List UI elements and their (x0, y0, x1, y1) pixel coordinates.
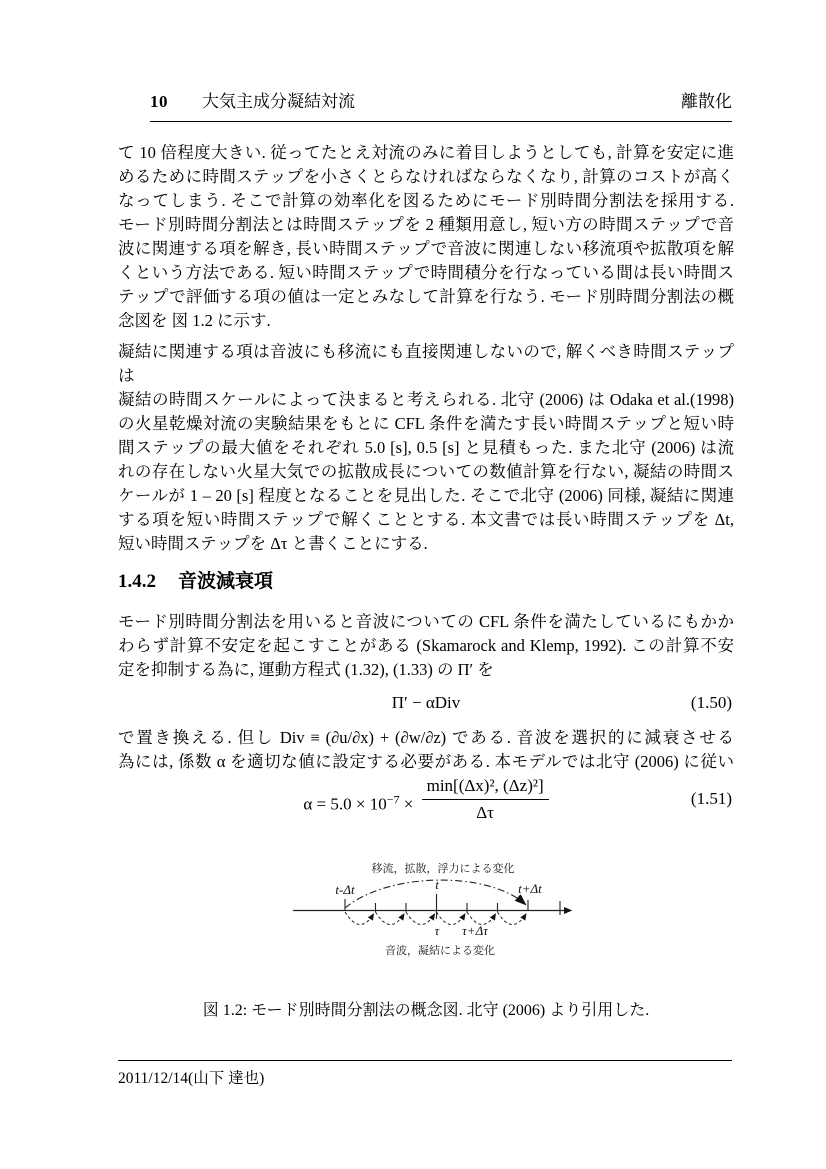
label-t-minus-dt: t-Δt (335, 882, 355, 897)
header-left (150, 87, 355, 112)
label-tau-plus-dtau: τ+Δτ (462, 923, 488, 938)
text-line: ケールが 1 – 20 [s] 程度となることを見出した. そこで北守 (2006) 同様, 凝結に関連 (118, 486, 734, 505)
label-tau: τ (434, 923, 440, 938)
equation-1-50-body: Π′ − αDiv (391, 693, 461, 712)
figure-bottom-label: 音波，凝結による変化 (385, 945, 495, 957)
equation-1-51-body (303, 776, 548, 823)
text-line: 為には, 係数 α を適切な値に設定する必要がある. 本モデルでは北守 (2006) に従い (118, 752, 734, 771)
text-line: 凝結に関連する項は音波にも移流にも直接関連しないので, 解くべき時間ステップは (118, 342, 734, 385)
equation-1-51-number: (1.51) (690, 789, 732, 808)
footer-rule (118, 1060, 732, 1061)
equation-1-51-fraction (422, 776, 549, 823)
text-line: 間ステップの最大値をそれぞれ 5.0 [s], 0.5 [s] と見積もった. また北守 (2006) は流 (118, 438, 734, 457)
short-step-arc (437, 912, 466, 925)
label-t-plus-dt: t+Δt (518, 881, 542, 896)
text-line: 凝結の時間スケールによって決まると考えられる. 北守 (2006) は Odaka et al.(1998) (118, 390, 734, 409)
paragraph-2 (118, 340, 734, 556)
equation-1-51-times: × (399, 794, 418, 814)
short-step-arc (406, 912, 435, 925)
text-line: の火星乾燥対流の実験結果をもとに CFL 条件を満たす長い時間ステップと短い時 (118, 414, 734, 433)
short-step-arc (345, 912, 374, 925)
text-line: て 10 倍程度大きい. 従ってたとえ対流のみに着目しようとしても, 計算を安定に進 (118, 143, 734, 162)
fraction-numerator: min[(Δx)², (Δz)²] (422, 776, 549, 800)
paragraph-3 (118, 610, 734, 682)
text-line: で置き換える. 但し Div ≡ (∂u/∂x) + (∂w/∂z) である. 音波を選択的に減衰させる (118, 728, 734, 747)
section-number: 1.4.2 (118, 571, 156, 592)
page-header (150, 87, 732, 122)
paragraph-4 (118, 726, 734, 774)
text-line: れの存在しない火星大気での拡散成長についての数値計算を行ない, 凝結の時間ス (118, 462, 734, 481)
text-line: わらず計算不安定を起こすことがある (Skamarock and Klemp, 1992). この計算不安 (118, 636, 734, 655)
equation-1-51-prefix: α = 5.0 × 10 (303, 794, 387, 814)
short-step-arc (376, 912, 405, 925)
text-line: 定を抑制する為に, 運動方程式 (1.32), (1.33) の Π′ を (118, 660, 494, 679)
header-section-title: 離散化 (681, 92, 732, 111)
section-title: 音波減衰項 (178, 571, 274, 592)
equation-1-50-number: (1.50) (690, 693, 732, 712)
text-line: 短い時間ステップを Δτ と書くことにする. (118, 534, 428, 553)
figure-1-2-timeline-diagram (283, 856, 598, 974)
text-line: テップで評価する項の値は一定とみなして計算を行なう. モード別時間分割法の概 (118, 287, 734, 306)
text-line: 念図を 図 1.2 に示す. (118, 311, 271, 330)
label-t: t (435, 877, 439, 892)
section-heading-1-4-2 (118, 566, 273, 593)
text-line: モード別時間分割法とは時間ステップを 2 種類用意し, 短い方の時間ステップで音 (118, 215, 734, 234)
equation-1-50 (118, 690, 734, 716)
header-chapter-title: 大気主成分凝結対流 (202, 92, 355, 111)
fraction-denominator: Δτ (476, 802, 494, 822)
page-number: 10 (150, 92, 168, 111)
short-step-arc (498, 912, 527, 925)
equation-1-51-exponent: −7 (386, 792, 400, 807)
timeline-ticks (345, 894, 560, 919)
equation-1-51 (118, 770, 734, 828)
paragraph-1 (118, 141, 734, 333)
text-line: なってしまう. そこで計算の効率化を図るためにモード別時間分割法を採用する. (118, 191, 734, 210)
text-line: めるために時間ステップを小さくとらなければならなくなり, 計算のコストが高く (118, 167, 734, 186)
figure-top-label: 移流，拡散，浮力による変化 (371, 863, 515, 875)
text-line: くという方法である. 短い時間ステップで時間積分を行なっている間は長い時間ス (118, 263, 734, 282)
text-line: する項を短い時間ステップで解くこととする. 本文書では長い時間ステップを Δt, (118, 510, 734, 529)
text-line: モード別時間分割法を用いると音波についての CFL 条件を満たしているにもかか (118, 612, 734, 631)
figure-caption: 図 1.2: モード別時間分割法の概念図. 北守 (2006) より引用した. (202, 1002, 650, 1019)
footer-date-author: 2011/12/14(山下 達也) (118, 1070, 265, 1087)
text-line: 波に関連する項を解き, 長い時間ステップで音波に関連しない移流項や拡散項を解 (118, 239, 734, 258)
